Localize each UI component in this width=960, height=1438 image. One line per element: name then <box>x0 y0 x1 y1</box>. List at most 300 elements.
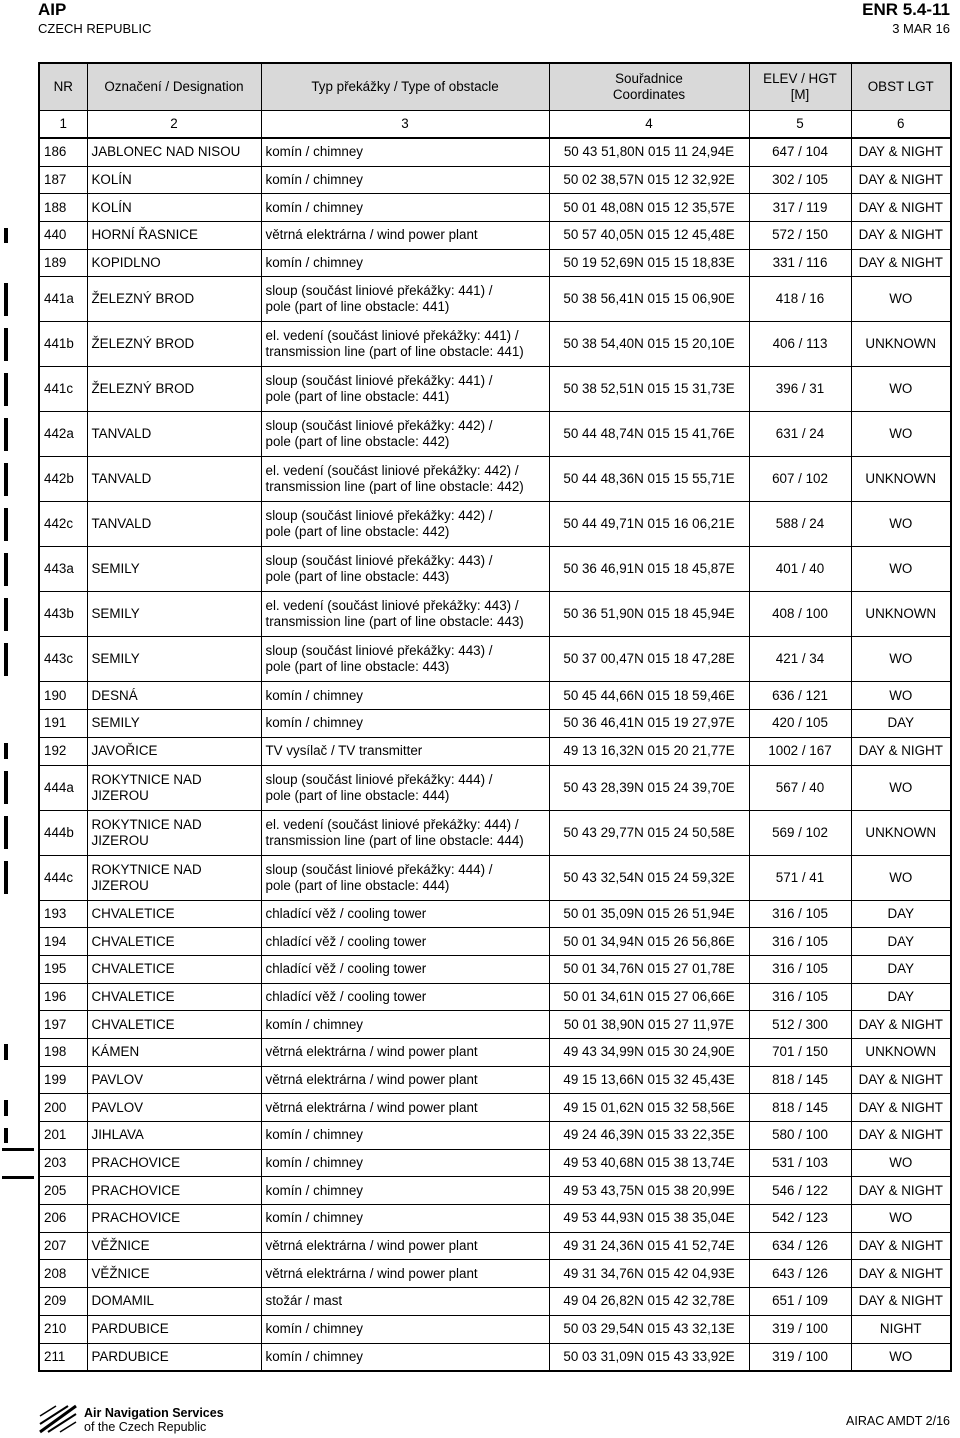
obstacle-elevation-height: 542 / 123 <box>749 1205 851 1233</box>
obstacle-lighting: UNKNOWN <box>851 457 951 502</box>
obstacle-elevation-height: 546 / 122 <box>749 1177 851 1205</box>
header-coordinates-cz: Souřadnice <box>615 71 683 86</box>
obstacle-coordinates: 49 53 40,68N 015 38 13,74E <box>549 1149 749 1177</box>
obstacle-elevation-height: 701 / 150 <box>749 1038 851 1066</box>
obstacle-rows <box>39 138 951 1371</box>
change-bar <box>4 743 8 759</box>
obstacle-elevation-height: 316 / 105 <box>749 955 851 983</box>
obstacle-coordinates: 50 01 48,08N 015 12 35,57E <box>549 194 749 222</box>
obstacle-lighting: UNKNOWN <box>851 810 951 855</box>
obstacle-designation <box>87 412 261 457</box>
obstacle-type <box>261 682 549 710</box>
type-line: sloup (součást liniové překážky: 442) / <box>265 508 493 524</box>
table-row <box>39 1094 951 1122</box>
obstacle-lighting: WO <box>851 637 951 682</box>
obstacle-designation <box>87 222 261 250</box>
obstacle-designation <box>87 1315 261 1343</box>
organization-name-line2: of the Czech Republic <box>84 1420 207 1434</box>
obstacle-table <box>38 62 952 1372</box>
type-line: komín / chimney <box>265 687 363 703</box>
obstacle-designation <box>87 955 261 983</box>
type-line: el. vedení (součást liniové překážky: 443) / <box>265 598 519 614</box>
obstacle-lighting: DAY & NIGHT <box>851 1177 951 1205</box>
obstacle-number: 199 <box>39 1066 87 1094</box>
type-line: komín / chimney <box>265 715 363 731</box>
type-line: pole (part of line obstacle: 441) <box>265 389 450 405</box>
designation-line: KOLÍN <box>91 199 132 215</box>
obstacle-coordinates: 50 44 48,74N 015 15 41,76E <box>549 412 749 457</box>
obstacle-elevation-height: 406 / 113 <box>749 322 851 367</box>
obstacle-lighting: DAY <box>851 955 951 983</box>
obstacle-lighting: WO <box>851 412 951 457</box>
obstacle-type <box>261 983 549 1011</box>
obstacle-elevation-height: 651 / 109 <box>749 1288 851 1316</box>
obstacle-coordinates: 49 24 46,39N 015 33 22,35E <box>549 1122 749 1150</box>
obstacle-coordinates: 50 01 34,61N 015 27 06,66E <box>549 983 749 1011</box>
obstacle-number: 444a <box>39 765 87 810</box>
designation-line: TANVALD <box>91 471 152 487</box>
obstacle-number: 205 <box>39 1177 87 1205</box>
obstacle-number: 442c <box>39 502 87 547</box>
obstacle-designation <box>87 367 261 412</box>
obstacle-lighting: DAY & NIGHT <box>851 166 951 194</box>
obstacle-coordinates: 50 01 34,94N 015 26 56,86E <box>549 928 749 956</box>
table-header-row <box>39 63 951 111</box>
header-nr: NR <box>39 63 87 111</box>
table-row <box>39 682 951 710</box>
deletion-mark <box>2 1148 34 1151</box>
obstacle-designation <box>87 810 261 855</box>
designation-line: SEMILY <box>91 715 140 731</box>
change-bars <box>0 0 36 1438</box>
designation-line: CHVALETICE <box>91 961 175 977</box>
designation-line: ŽELEZNÝ BROD <box>91 336 195 352</box>
obstacle-designation <box>87 457 261 502</box>
obstacle-type <box>261 502 549 547</box>
obstacle-lighting: WO <box>851 682 951 710</box>
table-row <box>39 810 951 855</box>
obstacle-lighting: WO <box>851 502 951 547</box>
obstacle-designation <box>87 547 261 592</box>
header-elevation <box>749 63 851 111</box>
obstacle-lighting: WO <box>851 1149 951 1177</box>
table-row <box>39 737 951 765</box>
obstacle-elevation-height: 634 / 126 <box>749 1232 851 1260</box>
designation-line: KOPIDLNO <box>91 255 161 271</box>
table-row <box>39 1288 951 1316</box>
obstacle-type <box>261 367 549 412</box>
table-row <box>39 983 951 1011</box>
table-row <box>39 637 951 682</box>
obstacle-elevation-height: 571 / 41 <box>749 855 851 900</box>
designation-line: JABLONEC NAD NISOU <box>91 144 241 160</box>
obstacle-type <box>261 249 549 277</box>
obstacle-type <box>261 737 549 765</box>
obstacle-type <box>261 1315 549 1343</box>
change-bar <box>4 1044 8 1060</box>
change-bar <box>4 643 8 676</box>
obstacle-coordinates: 50 44 49,71N 015 16 06,21E <box>549 502 749 547</box>
publication-title: AIP <box>38 0 67 19</box>
obstacle-coordinates: 49 53 43,75N 015 38 20,99E <box>549 1177 749 1205</box>
obstacle-coordinates: 50 36 46,41N 015 19 27,97E <box>549 710 749 738</box>
obstacle-coordinates: 49 04 26,82N 015 42 32,78E <box>549 1288 749 1316</box>
change-bar <box>4 463 8 496</box>
column-number: 1 <box>39 111 87 139</box>
table-row <box>39 1038 951 1066</box>
type-line: větrná elektrárna / wind power plant <box>265 1099 478 1115</box>
obstacle-type <box>261 765 549 810</box>
designation-line: JIZEROU <box>91 787 149 803</box>
obstacle-designation <box>87 1260 261 1288</box>
obstacle-designation <box>87 1122 261 1150</box>
type-line: sloup (součást liniové překážky: 443) / <box>265 553 493 569</box>
obstacle-coordinates: 50 43 29,77N 015 24 50,58E <box>549 810 749 855</box>
obstacle-lighting: DAY & NIGHT <box>851 222 951 250</box>
obstacle-elevation-height: 636 / 121 <box>749 682 851 710</box>
obstacle-lighting: DAY <box>851 928 951 956</box>
obstacle-designation <box>87 928 261 956</box>
table-row <box>39 412 951 457</box>
obstacle-designation <box>87 1149 261 1177</box>
obstacle-number: 207 <box>39 1232 87 1260</box>
type-line: komín / chimney <box>265 1210 363 1226</box>
obstacle-elevation-height: 647 / 104 <box>749 138 851 166</box>
obstacle-elevation-height: 420 / 105 <box>749 710 851 738</box>
table-row <box>39 457 951 502</box>
obstacle-number: 201 <box>39 1122 87 1150</box>
table-row <box>39 1205 951 1233</box>
table-row <box>39 710 951 738</box>
type-line: sloup (součást liniové překážky: 444) / <box>265 861 493 877</box>
obstacle-elevation-height: 317 / 119 <box>749 194 851 222</box>
obstacle-coordinates: 49 15 01,62N 015 32 58,56E <box>549 1094 749 1122</box>
type-line: pole (part of line obstacle: 442) <box>265 524 450 540</box>
designation-line: DOMAMIL <box>91 1293 154 1309</box>
table-row <box>39 1149 951 1177</box>
country-label: CZECH REPUBLIC <box>38 21 152 36</box>
designation-line: ROKYTNICE NAD <box>91 771 202 787</box>
obstacle-designation <box>87 682 261 710</box>
obstacle-type <box>261 710 549 738</box>
type-line: chladící věž / cooling tower <box>265 988 427 1004</box>
obstacle-designation <box>87 710 261 738</box>
obstacle-designation <box>87 1011 261 1039</box>
obstacle-number: 444c <box>39 855 87 900</box>
obstacle-type <box>261 1066 549 1094</box>
obstacle-lighting: DAY & NIGHT <box>851 1011 951 1039</box>
obstacle-type <box>261 955 549 983</box>
obstacle-type <box>261 1122 549 1150</box>
designation-line: JIZEROU <box>91 877 149 893</box>
obstacle-designation <box>87 983 261 1011</box>
obstacle-lighting: DAY <box>851 710 951 738</box>
obstacle-designation <box>87 502 261 547</box>
header-coordinates-en: Coordinates <box>612 87 686 102</box>
obstacle-designation <box>87 1232 261 1260</box>
page-footer <box>38 1404 950 1438</box>
column-number: 4 <box>549 111 749 139</box>
column-number: 3 <box>261 111 549 139</box>
obstacle-number: 444b <box>39 810 87 855</box>
obstacle-coordinates: 50 43 51,80N 015 11 24,94E <box>549 138 749 166</box>
obstacle-lighting: DAY & NIGHT <box>851 1260 951 1288</box>
type-line: transmission line (part of line obstacle: 444) <box>265 832 524 848</box>
type-line: sloup (součást liniové překážky: 441) / <box>265 373 493 389</box>
table-row <box>39 1122 951 1150</box>
type-line: chladící věž / cooling tower <box>265 933 427 949</box>
change-bar <box>4 598 8 631</box>
obstacle-designation <box>87 277 261 322</box>
obstacle-elevation-height: 408 / 100 <box>749 592 851 637</box>
obstacle-elevation-height: 302 / 105 <box>749 166 851 194</box>
type-line: komín / chimney <box>265 1348 363 1364</box>
obstacle-designation <box>87 855 261 900</box>
table-row <box>39 166 951 194</box>
type-line: komín / chimney <box>265 1182 363 1198</box>
obstacle-coordinates: 50 36 46,91N 015 18 45,87E <box>549 547 749 592</box>
obstacle-elevation-height: 512 / 300 <box>749 1011 851 1039</box>
ans-logo-icon <box>38 1404 78 1434</box>
table-row <box>39 1232 951 1260</box>
change-bar <box>4 228 8 244</box>
change-bar <box>4 771 8 804</box>
obstacle-number: 186 <box>39 138 87 166</box>
obstacle-elevation-height: 818 / 145 <box>749 1066 851 1094</box>
obstacle-designation <box>87 322 261 367</box>
type-line: pole (part of line obstacle: 441) <box>265 299 450 315</box>
obstacle-elevation-height: 531 / 103 <box>749 1149 851 1177</box>
obstacle-number: 443b <box>39 592 87 637</box>
type-line: stožár / mast <box>265 1293 343 1309</box>
designation-line: ŽELEZNÝ BROD <box>91 381 195 397</box>
column-number: 5 <box>749 111 851 139</box>
obstacle-designation <box>87 249 261 277</box>
type-line: sloup (součást liniové překážky: 441) / <box>265 283 493 299</box>
obstacle-type <box>261 592 549 637</box>
obstacle-type <box>261 855 549 900</box>
obstacle-elevation-height: 421 / 34 <box>749 637 851 682</box>
designation-line: CHVALETICE <box>91 933 175 949</box>
obstacle-number: 208 <box>39 1260 87 1288</box>
obstacle-type <box>261 166 549 194</box>
obstacle-designation <box>87 166 261 194</box>
type-line: el. vedení (součást liniové překážky: 444) / <box>265 816 519 832</box>
obstacle-number: 441a <box>39 277 87 322</box>
obstacle-number: 197 <box>39 1011 87 1039</box>
obstacle-coordinates: 50 44 48,36N 015 15 55,71E <box>549 457 749 502</box>
type-line: komín / chimney <box>265 255 363 271</box>
obstacle-lighting: WO <box>851 765 951 810</box>
obstacle-type <box>261 637 549 682</box>
obstacle-number: 194 <box>39 928 87 956</box>
table-row <box>39 249 951 277</box>
table-row <box>39 1343 951 1371</box>
obstacle-coordinates: 50 57 40,05N 015 12 45,48E <box>549 222 749 250</box>
table-row <box>39 900 951 928</box>
obstacle-designation <box>87 194 261 222</box>
obstacle-number: 441c <box>39 367 87 412</box>
table-row <box>39 138 951 166</box>
obstacle-number: 206 <box>39 1205 87 1233</box>
obstacle-number: 192 <box>39 737 87 765</box>
header-designation: Označení / Designation <box>87 63 261 111</box>
designation-line: PAVLOV <box>91 1099 144 1115</box>
obstacle-designation <box>87 1094 261 1122</box>
designation-line: ROKYTNICE NAD <box>91 816 202 832</box>
obstacle-lighting: WO <box>851 1343 951 1371</box>
obstacle-lighting: DAY <box>851 983 951 1011</box>
change-bar <box>4 861 8 894</box>
obstacle-coordinates: 50 03 29,54N 015 43 32,13E <box>549 1315 749 1343</box>
obstacle-type <box>261 1232 549 1260</box>
obstacle-number: 187 <box>39 166 87 194</box>
obstacle-lighting: UNKNOWN <box>851 322 951 367</box>
obstacle-number: 195 <box>39 955 87 983</box>
header-obstacle-lighting: OBST LGT <box>851 63 951 111</box>
obstacle-lighting: DAY & NIGHT <box>851 1232 951 1260</box>
type-line: komín / chimney <box>265 1321 363 1337</box>
page-header <box>38 0 950 44</box>
obstacle-coordinates: 50 45 44,66N 015 18 59,46E <box>549 682 749 710</box>
obstacle-lighting: UNKNOWN <box>851 1038 951 1066</box>
type-line: sloup (součást liniové překážky: 443) / <box>265 643 493 659</box>
obstacle-elevation-height: 316 / 105 <box>749 983 851 1011</box>
obstacle-coordinates: 50 03 31,09N 015 43 33,92E <box>549 1343 749 1371</box>
obstacle-designation <box>87 765 261 810</box>
designation-line: SEMILY <box>91 606 140 622</box>
obstacle-designation <box>87 737 261 765</box>
obstacle-number: 189 <box>39 249 87 277</box>
obstacle-coordinates: 50 01 35,09N 015 26 51,94E <box>549 900 749 928</box>
designation-line: DESNÁ <box>91 687 138 703</box>
change-bar <box>4 1128 8 1144</box>
obstacle-coordinates: 49 13 16,32N 015 20 21,77E <box>549 737 749 765</box>
designation-line: ROKYTNICE NAD <box>91 861 202 877</box>
obstacle-elevation-height: 396 / 31 <box>749 367 851 412</box>
type-line: větrná elektrárna / wind power plant <box>265 1044 478 1060</box>
obstacle-elevation-height: 588 / 24 <box>749 502 851 547</box>
obstacle-lighting: UNKNOWN <box>851 592 951 637</box>
type-line: transmission line (part of line obstacle: 442) <box>265 479 524 495</box>
obstacle-number: 442b <box>39 457 87 502</box>
column-number: 6 <box>851 111 951 139</box>
designation-line: SEMILY <box>91 561 140 577</box>
obstacle-coordinates: 50 38 56,41N 015 15 06,90E <box>549 277 749 322</box>
obstacle-elevation-height: 316 / 105 <box>749 900 851 928</box>
designation-line: SEMILY <box>91 651 140 667</box>
obstacle-coordinates: 50 19 52,69N 015 15 18,83E <box>549 249 749 277</box>
obstacle-coordinates: 49 43 34,99N 015 30 24,90E <box>549 1038 749 1066</box>
obstacle-lighting: DAY <box>851 900 951 928</box>
obstacle-number: 196 <box>39 983 87 1011</box>
obstacle-coordinates: 50 36 51,90N 015 18 45,94E <box>549 592 749 637</box>
column-number: 2 <box>87 111 261 139</box>
obstacle-coordinates: 49 31 34,76N 015 42 04,93E <box>549 1260 749 1288</box>
header-elevation-label: ELEV / HGT <box>763 71 837 86</box>
obstacle-coordinates: 49 53 44,93N 015 38 35,04E <box>549 1205 749 1233</box>
designation-line: TANVALD <box>91 516 152 532</box>
obstacle-type <box>261 457 549 502</box>
obstacle-lighting: DAY & NIGHT <box>851 1066 951 1094</box>
obstacle-coordinates: 50 38 54,40N 015 15 20,10E <box>549 322 749 367</box>
obstacle-number: 203 <box>39 1149 87 1177</box>
obstacle-number: 441b <box>39 322 87 367</box>
obstacle-type <box>261 1011 549 1039</box>
amendment-label: AIRAC AMDT 2/16 <box>846 1414 950 1428</box>
obstacle-designation <box>87 900 261 928</box>
obstacle-designation <box>87 1205 261 1233</box>
designation-line: JIHLAVA <box>91 1127 144 1143</box>
type-line: sloup (součást liniové překážky: 442) / <box>265 418 493 434</box>
obstacle-designation <box>87 1343 261 1371</box>
obstacle-lighting: DAY & NIGHT <box>851 249 951 277</box>
obstacle-lighting: DAY & NIGHT <box>851 737 951 765</box>
obstacle-number: 442a <box>39 412 87 457</box>
obstacle-type <box>261 1038 549 1066</box>
obstacle-type <box>261 194 549 222</box>
table-row <box>39 928 951 956</box>
obstacle-coordinates: 49 31 24,36N 015 41 52,74E <box>549 1232 749 1260</box>
obstacle-coordinates: 50 43 32,54N 015 24 59,32E <box>549 855 749 900</box>
obstacle-number: 209 <box>39 1288 87 1316</box>
section-reference: ENR 5.4-11 <box>862 0 950 19</box>
change-bar <box>4 508 8 541</box>
obstacle-elevation-height: 607 / 102 <box>749 457 851 502</box>
type-line: větrná elektrárna / wind power plant <box>265 1071 478 1087</box>
obstacle-lighting: NIGHT <box>851 1315 951 1343</box>
obstacle-number: 211 <box>39 1343 87 1371</box>
obstacle-lighting: WO <box>851 277 951 322</box>
table-row <box>39 765 951 810</box>
obstacle-lighting: DAY & NIGHT <box>851 1094 951 1122</box>
obstacle-type <box>261 1288 549 1316</box>
obstacle-coordinates: 50 37 00,47N 015 18 47,28E <box>549 637 749 682</box>
obstacle-designation <box>87 1288 261 1316</box>
type-line: komín / chimney <box>265 1155 363 1171</box>
obstacle-designation <box>87 1038 261 1066</box>
table-row <box>39 1315 951 1343</box>
obstacle-lighting: WO <box>851 367 951 412</box>
obstacle-lighting: DAY & NIGHT <box>851 194 951 222</box>
obstacle-number: 198 <box>39 1038 87 1066</box>
table-row <box>39 547 951 592</box>
obstacle-lighting: WO <box>851 855 951 900</box>
obstacle-type <box>261 138 549 166</box>
obstacle-designation <box>87 1177 261 1205</box>
obstacle-elevation-height: 1002 / 167 <box>749 737 851 765</box>
designation-line: PRACHOVICE <box>91 1210 181 1226</box>
type-line: komín / chimney <box>265 172 363 188</box>
type-line: chladící věž / cooling tower <box>265 961 427 977</box>
type-line: pole (part of line obstacle: 444) <box>265 877 450 893</box>
obstacle-designation <box>87 138 261 166</box>
obstacle-type <box>261 547 549 592</box>
table-row <box>39 1260 951 1288</box>
obstacle-elevation-height: 818 / 145 <box>749 1094 851 1122</box>
obstacle-elevation-height: 572 / 150 <box>749 222 851 250</box>
table-row <box>39 277 951 322</box>
obstacle-number: 443a <box>39 547 87 592</box>
obstacle-number: 200 <box>39 1094 87 1122</box>
obstacle-type <box>261 1094 549 1122</box>
designation-line: ŽELEZNÝ BROD <box>91 291 195 307</box>
designation-line: PRACHOVICE <box>91 1155 181 1171</box>
obstacle-elevation-height: 631 / 24 <box>749 412 851 457</box>
table-row <box>39 1011 951 1039</box>
type-line: komín / chimney <box>265 144 363 160</box>
organization-name-line1: Air Navigation Services <box>84 1406 224 1420</box>
